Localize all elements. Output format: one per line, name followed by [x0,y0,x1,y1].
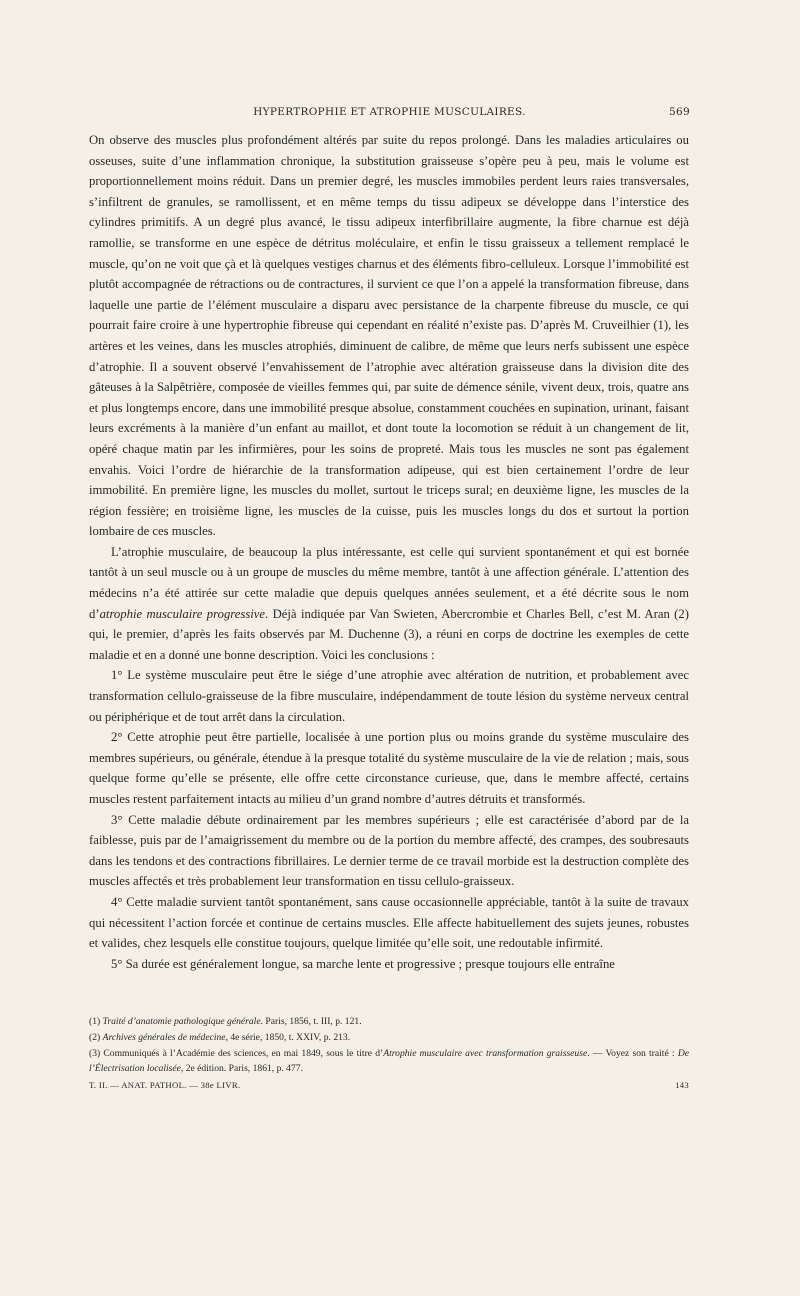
paragraph: 2° Cette atrophie peut être partielle, localisée à une portion plus ou moins grande du système musculaire des membres supérieurs, ou générale, étendue à la presque totalité du système musculaire de la vie de relation ; mais, sous quelque forme qu’elle se présente, elle offre cette circonstance curieuse, que, dans le membre affecté, certains muscles restent parfaitement intacts au milieu d’un grand nombre d’autres détruits et transformés. [89,730,689,806]
signature-mark: 143 [675,1080,689,1090]
emphasis: atrophie musculaire progressive [99,606,266,621]
footnotes [89,1014,689,1077]
paragraph: 5° Sa durée est généralement longue, sa marche lente et progressive ; presque toujours elle entraîne [111,956,615,971]
paragraph: 3° Cette maladie débute ordinairement par les membres supérieurs ; elle est caractérisée d’abord par de la faiblesse, puis par de l’amaigrissement du membre ou de la portion du membre affecté, des crampes, des soubresauts dans les tendons et des contractions fibrillaires. Le dernier terme de ce travail morbide est la destruction complète des muscles affectés et très probablement leur transformation en tissu cellulo-graisseux. [89,812,689,889]
paragraph: L’atrophie musculaire, de beaucoup la plus intéressante, est celle qui survient spontanément et qui est bornée tantôt à un seul muscle ou à un groupe de muscles du même membre, tantôt à une affection générale. L’attention des médecins n’a été attirée sur cette maladie que depuis quelques années seulement, et a été décrite sous le nom d’atrophie musculaire progressive. Déjà indiquée par Van Swieten, Abercrombie et Charles Bell, c’est M. Aran (2) qui, le premier, d’après les faits observés par M. Duchenne (3), a réuni en corps de doctrine les exemples de cette maladie et en a donné une bonne description. Voici les conclusions : [89,544,689,662]
paragraph: 4° Cette maladie survient tantôt spontanément, sans cause occasionnelle appréciable, tantôt à la suite de travaux qui nécessitent l’action forcée et continue de certains muscles. Elle affecte habituellement des sujets jeunes, robustes et valides, chez lesquels elle constitue toujours, quelque limitée qu’elle soit, une redoutable infirmité. [89,894,689,951]
body-text [89,130,689,974]
volume-reference: T. II. — ANAT. PATHOL. — 38e LIVR. [89,1080,241,1090]
paragraph: 1° Le système musculaire peut être le siége d’une atrophie avec altération de nutrition, et probablement avec transformation cellulo-graisseuse de la fibre musculaire, indépendamment de toute lésion du système nerveux central ou périphérique et de tout arrêt dans la circulation. [89,668,689,724]
printer-signature-line [89,1080,689,1090]
footnote: (2) Archives générales de médecine, 4e série, 1850, t. XXIV, p. 213. [89,1031,351,1043]
footnote: (1) Traité d’anatomie pathologique générale. Paris, 1856, t. III, p. 121. [89,1016,362,1027]
running-header [89,106,690,124]
running-title: HYPERTROPHIE ET ATROPHIE MUSCULAIRES. [253,106,526,118]
paragraph: On observe des muscles plus profondément altérés par suite du repos prolongé. Dans les maladies articulaires ou osseuses, suite d’une inflammation chronique, la substitution graisseuse s’opère peu à peu, mais le volume est proportionnellement moins réduit. Dans un premier degré, les muscles immobiles perdent leurs raies transversales, s’infiltrent de granules, se ramollissent, et en même temps du tissu adipeux se développe dans l’interstice des cylindres primitifs. A un degré plus avancé, le tissu adipeux interfibrillaire augmente, la fibre charnue est déjà ramollie, se transforme en une espèce de détritus moléculaire, et enfin le tissu graisseux a tellement remplacé le muscle, qu’on ne voit que çà et là quelques vestiges charnus et des éléments fibro-celluleux. Lorsque l’immobilité est plutôt accompagnée de rétractions ou de contractures, il survient ce que l’on a appelé la transformation fibreuse, dans laquelle une partie de l’élément musculaire a disparu avec persistance de la charpente fibreuse du muscle, ce qui pourrait faire croire à une hypertrophie fibreuse qui cependant en réalité n’existe pas. D’après M. Cruveilhier (1), les artères et les veines, dans les muscles atrophiés, diminuent de calibre, de même que leurs nerfs subissent une espèce d’atrophie. Il a souvent observé l’envahissement de l’atrophie avec altération graisseuse dans la division dite des gâteuses à la Salpêtrière, composée de vieilles femmes qui, par suite de démence sénile, vivent deux, trois, quatre ans et plus longtemps encore, dans une immobilité presque absolue, constamment couchées en supination, urinant, faisant leurs excréments à la manière d’un enfant au maillot, et dont toute la locomotion se réduit à un changement de lit, opéré chaque matin par les infirmières, pour les soins de propreté. Mais tous les muscles ne sont pas également envahis. Voici l’ordre de hiérarchie de la transformation adipeuse, qui est bien certainement l’ordre de leur immobilité. En première ligne, les muscles du mollet, surtout le triceps sural; en deuxième ligne, les muscles de la région fessière; en troisième ligne, les muscles de la cuisse, puis les muscles longs du dos et surtout la portion lombaire de ces muscles. [89,133,689,539]
footnote: (3) Communiqués à l’Académie des sciences, en mai 1849, sous le titre d’Atrophie musculaire avec transformation graisseuse. — Voyez son traité : De l’Électrisation localisée, 2e édition. Paris, 1861, p. 477. [89,1047,689,1075]
page-number: 569 [669,106,690,118]
